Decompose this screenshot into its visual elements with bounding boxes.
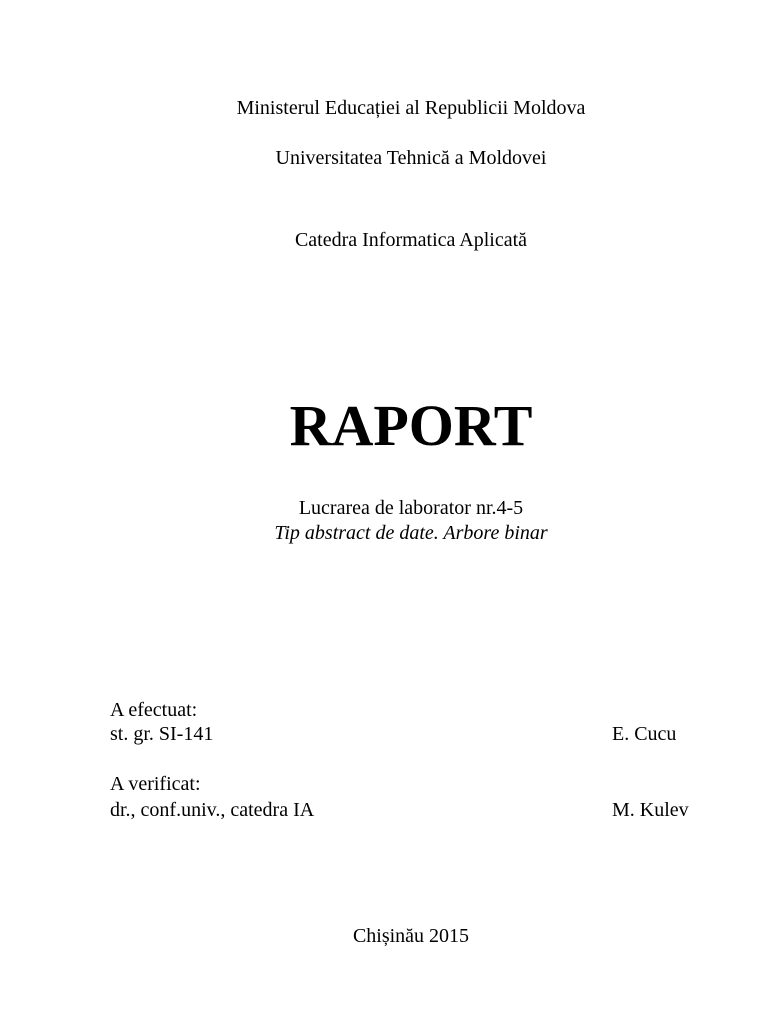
place-and-year: Chișinău 2015 [352, 925, 470, 947]
department-name: Catedra Informatica Aplicată [294, 229, 528, 251]
lab-number: Lucrarea de laborator nr.4-5 [298, 497, 524, 519]
teacher-title: dr., conf.univ., catedra IA [110, 799, 315, 821]
performed-by-label: A efectuat: [110, 699, 198, 721]
report-title: RAPORT [289, 393, 533, 458]
student-name: E. Cucu [612, 723, 677, 745]
checked-by-label: A verificat: [110, 773, 201, 795]
teacher-name: M. Kulev [612, 799, 689, 821]
ministry-name: Ministerul Educației al Republicii Moldova [236, 97, 586, 119]
university-name: Universitatea Tehnică a Moldovei [275, 147, 547, 169]
lab-topic: Tip abstract de date. Arbore binar [274, 522, 548, 544]
student-group: st. gr. SI-141 [110, 723, 214, 745]
